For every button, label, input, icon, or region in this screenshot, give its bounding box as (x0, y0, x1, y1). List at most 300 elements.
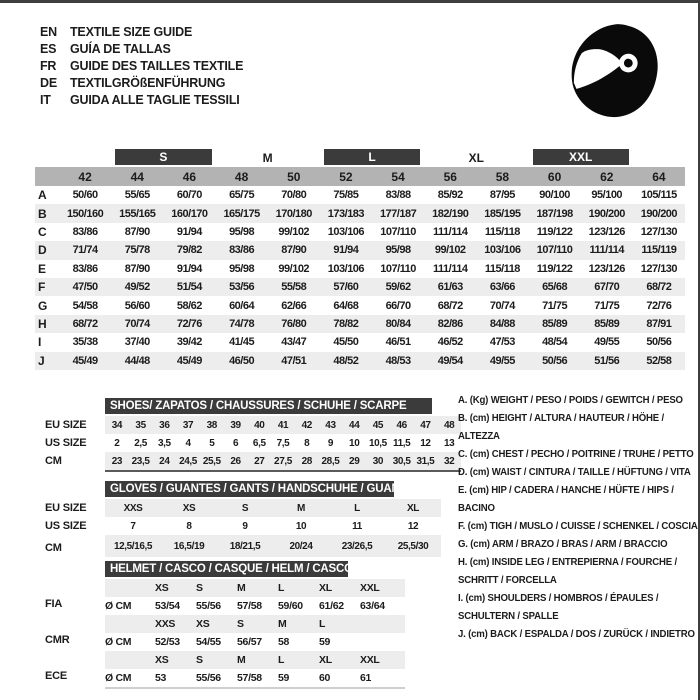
helmet-size-value: 57/58 (237, 600, 262, 612)
helmet-size-value: 55/56 (196, 672, 221, 684)
helmet-size-label: XS (196, 618, 210, 630)
shoes-cm-value: 31,5 (416, 455, 435, 467)
size-value: 103/106 (327, 262, 365, 275)
gloves-us-value: 10 (295, 520, 307, 532)
shoes-eu-size-label: EU SIZE (45, 419, 87, 431)
size-value: 50/56 (646, 336, 672, 349)
diameter-label: Ø CM (105, 636, 132, 648)
helmet-sizes-row-ECE (105, 651, 405, 669)
gloves-title-bar: GLOVES / GUANTES / GANTS / HANDSCHUHE / GUANTI (105, 481, 394, 497)
size-value: 71/75 (594, 299, 620, 312)
size-value: 84/88 (489, 317, 515, 330)
size-value: 49/54 (437, 354, 463, 367)
gloves-us-value: 8 (186, 520, 192, 532)
size-row-A (35, 186, 685, 204)
size-value: 85/89 (594, 317, 620, 330)
size-value: 70/80 (281, 189, 307, 202)
shoes-eu-value: 39 (230, 419, 241, 431)
gloves-us-value: 9 (242, 520, 248, 532)
gloves-eu-size-label: EU SIZE (45, 502, 87, 514)
helmet-table (105, 561, 405, 689)
size-column-header: 48 (234, 169, 249, 184)
row-letter: E (38, 261, 47, 276)
size-value: 173/183 (327, 207, 365, 220)
size-value: 62/66 (281, 299, 307, 312)
size-value: 60/64 (229, 299, 255, 312)
size-value: 85/92 (437, 189, 463, 202)
helmet-size-label: S (196, 654, 203, 666)
size-value: 80/84 (385, 317, 411, 330)
row-letter: B (38, 206, 47, 221)
helmet-size-value: 59 (278, 672, 290, 684)
language-item (40, 57, 243, 74)
size-value: 111/114 (433, 225, 468, 238)
size-value: 48/54 (542, 336, 568, 349)
shoes-cm-label: CM (45, 455, 62, 467)
language-label: GUIDE DES TAILLES TEXTILE (70, 58, 244, 73)
gloves-eu-value: XL (407, 502, 419, 514)
language-code: ES (40, 41, 57, 56)
size-value: 45/49 (72, 354, 98, 367)
shoes-eu-value: 41 (277, 419, 289, 431)
shoes-cm-value: 24,5 (179, 455, 197, 467)
language-label: GUIDA ALLE TAGLIE TESSILI (70, 92, 240, 107)
size-value: 123/126 (588, 225, 625, 238)
shoes-eu-value: 40 (254, 419, 265, 431)
helmet-size-value: 61/62 (319, 600, 344, 612)
size-value: 165/175 (223, 207, 260, 220)
empty-cell (35, 149, 59, 167)
shoes-us-row (105, 434, 461, 452)
language-item (40, 91, 243, 108)
shoes-us-value: 7,5 (276, 437, 290, 449)
gloves-cm-value: 20/24 (289, 540, 313, 552)
language-item (40, 74, 243, 91)
size-value: 35/38 (72, 336, 98, 349)
shoes-eu-value: 36 (159, 419, 170, 431)
size-value: 123/126 (588, 262, 625, 275)
size-value: 52/58 (646, 354, 672, 367)
size-value: 47/50 (72, 281, 98, 294)
size-column-header: 58 (495, 169, 510, 184)
language-label: TEXTILE SIZE GUIDE (70, 24, 193, 39)
size-value: 55/65 (124, 189, 150, 202)
size-value: 46/50 (229, 354, 255, 367)
size-value: 127/130 (640, 225, 678, 238)
size-value: 111/114 (433, 262, 468, 275)
size-value: 87/95 (489, 189, 515, 202)
helmet-size-label: M (278, 618, 287, 630)
size-value: 68/72 (72, 317, 98, 330)
size-group-M: M (262, 151, 273, 165)
size-value: 87/90 (124, 225, 150, 238)
gloves-cm-label: CM (45, 542, 62, 554)
row-letter: D (38, 243, 47, 258)
size-value: 91/94 (176, 225, 202, 238)
language-item (40, 40, 243, 57)
legend-item-I: I. (cm) SHOULDERS / HOMBROS / ÉPAULES / SCHULTERN / SPALLE (458, 592, 659, 622)
size-value: 155/165 (119, 207, 156, 220)
shoes-cm-value: 32 (443, 455, 455, 467)
shoes-cm-value: 24 (159, 455, 170, 467)
size-value: 185/195 (484, 207, 521, 220)
language-code: FR (40, 58, 57, 73)
shoes-us-value: 2 (114, 437, 120, 449)
row-letter: I (38, 335, 42, 350)
size-value: 59/62 (385, 281, 411, 294)
size-value: 72/76 (176, 317, 202, 330)
helmet-size-value: 57/58 (237, 672, 262, 684)
size-value: 115/118 (484, 262, 520, 275)
shoes-us-value: 4 (185, 437, 191, 449)
shoes-cm-value: 26 (230, 455, 241, 467)
shoes-us-value: 8 (304, 437, 310, 449)
gloves-us-value: 12 (407, 520, 419, 532)
size-column-header: 46 (182, 169, 197, 184)
shoes-us-value: 6,5 (252, 437, 266, 449)
shoes-eu-value: 48 (443, 419, 455, 431)
size-column-header: 54 (391, 169, 405, 184)
size-value: 95/98 (385, 244, 411, 257)
size-row-F (35, 278, 685, 296)
size-value: 50/60 (72, 189, 98, 202)
size-row-C (35, 223, 685, 241)
size-value: 68/72 (437, 299, 463, 312)
helmet-size-label: L (278, 654, 285, 666)
shoes-cm-value: 30 (372, 455, 384, 467)
size-value: 61/63 (437, 281, 463, 294)
shoes-eu-value: 35 (135, 419, 146, 431)
size-group-XL: XL (468, 151, 484, 165)
size-value: 41/45 (229, 336, 255, 349)
diameter-label: Ø CM (105, 672, 132, 684)
size-value: 127/130 (640, 262, 678, 275)
size-value: 119/122 (536, 262, 573, 275)
size-row-E (35, 260, 685, 278)
shoes-us-value: 5 (209, 437, 215, 449)
size-value: 56/60 (124, 299, 150, 312)
size-value: 46/51 (385, 336, 411, 349)
shoes-us-value: 2,5 (134, 437, 147, 449)
legend-item-F: F. (cm) TIGH / MUSLO / CUISSE / SCHENKEL / COSCIA (458, 520, 698, 532)
racing-helmet-icon (562, 16, 667, 127)
size-value: 83/86 (72, 225, 98, 238)
size-value: 44/48 (124, 354, 150, 367)
size-column-header: 62 (600, 169, 614, 184)
helmet-size-value: 54/55 (196, 636, 221, 648)
helmet-size-value: 56/57 (237, 636, 262, 648)
shoes-us-value: 10,5 (368, 437, 387, 449)
empty-cell (633, 149, 685, 167)
legend-item-B: B. (cm) HEIGHT / ALTURA / HAUTEUR / HÖHE / ALTEZZA (458, 412, 665, 442)
size-value: 190/200 (640, 207, 678, 220)
language-item (40, 23, 243, 40)
helmet-values-row-ECE (105, 669, 405, 687)
gloves-cm-value: 25,5/30 (397, 540, 429, 552)
helmet-size-label: XXL (360, 654, 380, 666)
shoes-cm-value: 28 (301, 455, 312, 467)
gloves-us-value: 11 (352, 520, 362, 532)
empty-cell (59, 149, 111, 167)
shoes-cm-value: 27 (254, 455, 265, 467)
size-value: 83/86 (229, 244, 255, 257)
size-column-header: 50 (287, 169, 301, 184)
helmet-size-value: 63/64 (360, 600, 385, 612)
gloves-us-size-label: US SIZE (45, 520, 87, 532)
size-value: 50/56 (542, 354, 568, 367)
gloves-table (105, 481, 441, 557)
shoes-us-size-label: US SIZE (45, 437, 87, 449)
shoes-eu-value: 47 (420, 419, 431, 431)
size-value: 182/190 (432, 207, 469, 220)
size-value: 177/187 (379, 207, 417, 220)
size-value: 105/115 (641, 189, 677, 202)
size-value: 75/78 (124, 244, 150, 257)
legend-item-C: C. (cm) CHEST / PECHO / POITRINE / TRUHE / PETTO (458, 448, 694, 460)
helmet-values-row-CMR (105, 633, 405, 651)
helmet-size-label: XS (155, 654, 169, 666)
gloves-eu-value: M (297, 502, 305, 514)
row-letter: H (38, 316, 47, 331)
size-group-L: L (324, 149, 420, 165)
legend-item-J: J. (cm) BACK / ESPALDA / DOS / ZURÜCK / INDIETRO (458, 628, 695, 640)
size-value: 87/91 (646, 317, 672, 330)
gloves-eu-value: XXS (123, 502, 143, 514)
row-letter: A (38, 188, 47, 203)
size-value: 45/49 (176, 354, 202, 367)
legend-item-G: G. (cm) ARM / BRAZO / BRAS / ARM / BRACCIO (458, 538, 668, 550)
size-group-row (35, 149, 685, 167)
helmet-sizes-row-CMR (105, 615, 405, 633)
size-value: 160/170 (171, 207, 208, 220)
language-code: EN (40, 24, 57, 39)
size-value: 111/114 (589, 244, 624, 257)
size-table-body (35, 186, 685, 370)
size-value: 85/89 (542, 317, 568, 330)
helmet-size-value: 59/60 (278, 600, 303, 612)
helmet-size-value: 55/56 (196, 600, 221, 612)
size-column-header: 42 (78, 169, 92, 184)
size-value: 70/74 (489, 299, 515, 312)
size-value: 49/55 (489, 354, 515, 367)
size-value: 60/70 (176, 189, 202, 202)
size-value: 46/52 (437, 336, 463, 349)
gloves-cm-value: 23/26,5 (341, 540, 373, 552)
size-value: 48/53 (385, 354, 411, 367)
size-group-S: S (115, 149, 211, 165)
shoes-us-value: 12 (420, 437, 431, 449)
helmet-size-label: S (237, 618, 244, 630)
helmet-size-label: XS (155, 582, 169, 594)
helmet-sizes-row-FIA (105, 579, 405, 597)
size-value: 63/66 (489, 281, 515, 294)
size-value: 187/198 (536, 207, 573, 220)
gloves-eu-value: L (354, 502, 360, 514)
size-value: 49/52 (124, 281, 150, 294)
size-value: 115/118 (484, 225, 520, 238)
size-row-H (35, 315, 685, 333)
shoes-cm-value: 25,5 (202, 455, 221, 467)
helmet-size-label: XL (319, 654, 332, 666)
shoes-cm-value: 30,5 (392, 455, 411, 467)
gloves-eu-row (105, 499, 441, 517)
helmet-size-value: 53/54 (155, 600, 180, 612)
helmet-table-body (105, 579, 405, 687)
size-value: 107/110 (380, 262, 416, 275)
size-column-header: 60 (547, 169, 562, 184)
size-value: 54/58 (72, 299, 98, 312)
shoes-cm-value: 23 (111, 455, 123, 467)
size-value: 53/56 (229, 281, 255, 294)
diameter-label: Ø CM (105, 600, 132, 612)
helmet-size-label: XL (319, 582, 332, 594)
size-value: 67/70 (594, 281, 620, 294)
shoes-eu-value: 45 (372, 419, 384, 431)
size-value: 90/100 (539, 189, 570, 202)
legend-item-E: E. (cm) HIP / CADERA / HANCHE / HÜFTE / HIPS / BACINO (458, 484, 674, 514)
size-value: 66/70 (385, 299, 411, 312)
size-value: 47/51 (281, 354, 307, 367)
size-value: 79/82 (176, 244, 202, 257)
size-value: 87/90 (124, 262, 150, 275)
legend-item-A: A. (Kg) WEIGHT / PESO / POIDS / GEWITCH / PESO (458, 394, 683, 406)
helmet-size-value: 60 (319, 672, 331, 684)
size-value: 107/110 (380, 225, 416, 238)
legend-item-H: H. (cm) INSIDE LEG / ENTREPIERNA / FOURCHE / SCHRITT / FORCELLA (458, 556, 677, 586)
shoes-us-value: 6 (232, 437, 239, 449)
size-value: 103/106 (327, 225, 365, 238)
shoes-cm-value: 28,5 (321, 455, 340, 467)
size-column-header: 44 (130, 169, 144, 184)
gloves-eu-value: XS (182, 502, 196, 514)
size-value: 91/94 (176, 262, 202, 275)
size-value: 103/106 (484, 244, 521, 257)
size-value: 72/76 (646, 299, 672, 312)
size-value: 55/58 (281, 281, 307, 294)
size-value: 65/68 (542, 281, 568, 294)
size-value: 43/47 (281, 336, 307, 349)
gloves-cm-row (105, 535, 441, 557)
shoes-us-value: 10 (349, 437, 360, 449)
size-value: 99/102 (278, 262, 310, 275)
size-value: 74/78 (229, 317, 255, 330)
shoes-eu-value: 46 (396, 419, 407, 431)
row-letter: C (38, 224, 47, 239)
size-value: 57/60 (333, 281, 359, 294)
size-value: 87/90 (281, 244, 307, 257)
size-value: 95/100 (591, 189, 623, 202)
size-value: 71/75 (542, 299, 568, 312)
shoes-cm-row (105, 452, 461, 470)
language-code: IT (40, 92, 51, 107)
size-value: 91/94 (333, 244, 359, 257)
row-letter: J (38, 353, 45, 368)
size-value: 95/98 (229, 262, 255, 275)
size-value: 83/88 (385, 189, 411, 202)
size-column-header: 52 (339, 169, 353, 184)
size-value: 47/53 (489, 336, 515, 349)
size-value: 49/55 (594, 336, 620, 349)
helmet-size-value: 59 (319, 636, 331, 648)
size-value: 190/200 (588, 207, 625, 220)
helmet-standard-cmr-label: CMR (45, 634, 70, 646)
language-code: DE (40, 75, 57, 90)
helmet-size-label: L (278, 582, 285, 594)
row-letter: F (38, 280, 46, 295)
shoes-eu-value: 38 (206, 419, 217, 431)
size-value: 78/82 (333, 317, 359, 330)
size-column-header: 56 (443, 169, 457, 184)
language-label: TEXTILGRÖßENFÜHRUNG (70, 75, 226, 90)
size-value: 71/74 (72, 244, 98, 257)
size-value: 99/102 (434, 244, 466, 257)
helmet-values-row-FIA (105, 597, 405, 615)
shoes-table (105, 398, 461, 472)
helmet-size-value: 61 (360, 672, 372, 684)
helmet-title-bar: HELMET / CASCO / CASQUE / HELM / CASCO (105, 561, 348, 577)
gloves-eu-value: S (241, 502, 249, 514)
legend-item-D: D. (cm) WAIST / CINTURA / TAILLE / HÜFTUNG / VITA (458, 466, 691, 478)
size-group-XXL: XXL (533, 149, 629, 165)
gloves-cm-value: 16,5/19 (173, 540, 205, 552)
shoes-eu-row (105, 416, 461, 434)
size-value: 37/40 (124, 336, 150, 349)
shoes-eu-value: 42 (301, 419, 312, 431)
size-row-D (35, 241, 685, 259)
size-value: 64/68 (333, 299, 359, 312)
language-list (40, 23, 243, 108)
textile-size-table (35, 149, 685, 370)
size-value: 150/160 (66, 207, 104, 220)
size-value: 39/42 (176, 336, 202, 349)
size-value: 170/180 (275, 207, 312, 220)
helmet-size-label: M (237, 654, 246, 666)
size-value: 83/86 (72, 262, 98, 275)
helmet-size-value: 53 (155, 672, 167, 684)
shoes-eu-value: 34 (111, 419, 123, 431)
helmet-size-label: S (196, 582, 203, 594)
measurement-legend (458, 391, 698, 643)
size-value: 65/75 (229, 189, 255, 202)
shoes-title-bar: SHOES/ ZAPATOS / CHAUSSURES / SCHUHE / SCARPE (105, 398, 432, 414)
shoes-us-value: 3,5 (157, 437, 171, 449)
helmet-size-label: M (237, 582, 246, 594)
shoes-eu-value: 44 (349, 419, 360, 431)
size-value: 58/62 (176, 299, 202, 312)
size-value: 115/119 (641, 244, 677, 257)
shoes-us-value: 11,5 (393, 437, 411, 449)
size-value: 45/50 (333, 336, 359, 349)
helmet-size-label: XXS (155, 618, 176, 630)
gloves-us-row (105, 517, 441, 535)
size-row-G (35, 296, 685, 314)
size-row-I (35, 333, 685, 351)
size-value: 51/56 (594, 354, 620, 367)
size-row-B (35, 204, 685, 222)
shoes-cm-value: 27,5 (274, 455, 292, 467)
helmet-size-label: XXL (360, 582, 380, 594)
shoes-cm-value: 23,5 (131, 455, 150, 467)
size-value: 99/102 (278, 225, 310, 238)
size-row-J (35, 352, 685, 370)
shoes-us-value: 13 (443, 437, 455, 449)
helmet-size-label: L (319, 618, 326, 630)
shoes-eu-value: 37 (182, 419, 194, 431)
size-value: 48/52 (333, 354, 359, 367)
gloves-cm-value: 18/21,5 (229, 540, 261, 552)
size-value: 70/74 (124, 317, 150, 330)
size-column-header: 64 (652, 169, 666, 184)
